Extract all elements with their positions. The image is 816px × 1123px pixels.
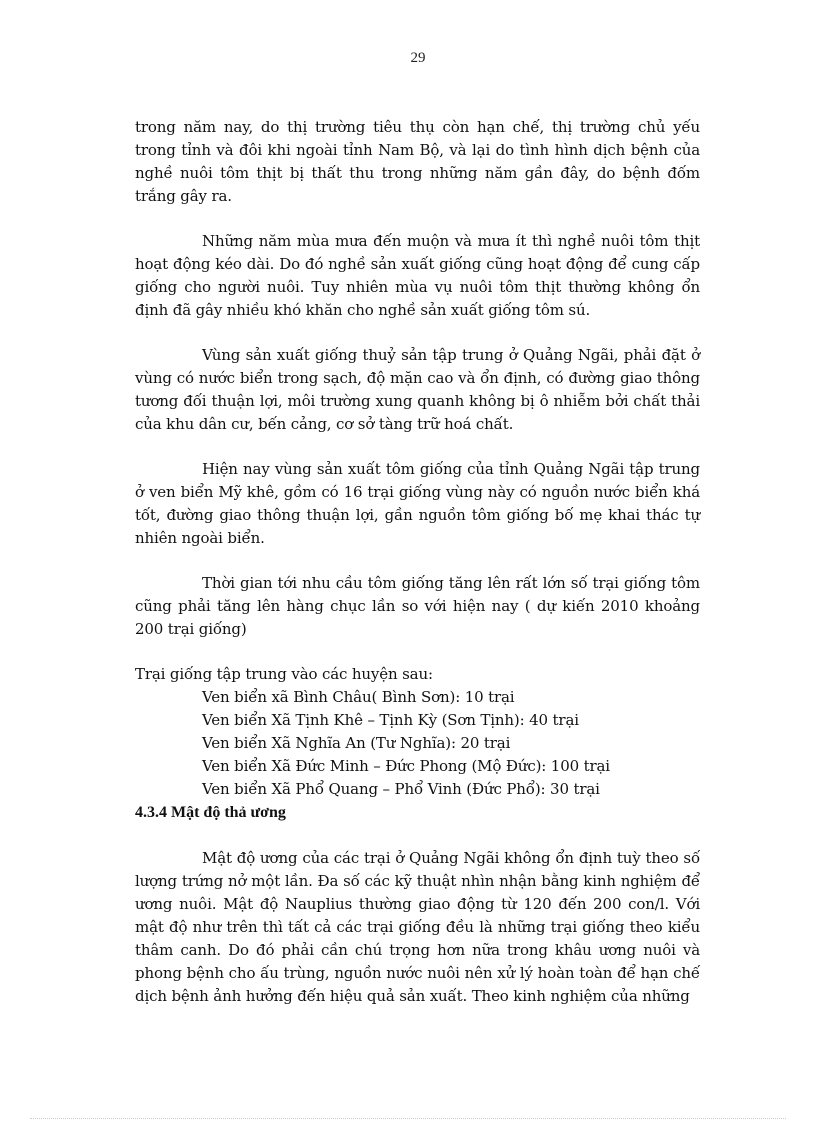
hatchery-list-intro: Trại giống tập trung vào các huyện sau: [135, 665, 433, 683]
list-item: Ven biển Xã Đức Minh – Đức Phong (Mộ Đức): 100 trại [202, 757, 610, 775]
section-heading: 4.3.4 Mật độ thả ương [135, 804, 286, 821]
page-number: 29 [410, 50, 426, 66]
paragraph-current-hatcheries: Hiện nay vùng sản xuất tôm giống của tỉnh Quảng Ngãi tập trung ở ven biển Mỹ khê, gồm có 16 trại giống vùng này có nguồn nước biển khá tốt, đường giao thông thuận lợi, gần nguồn tôm giống bố mẹ khai thác tự nhiên ngoài biển. [135, 460, 700, 547]
list-item: Ven biển Xã Tịnh Khê – Tịnh Kỳ (Sơn Tịnh): 40 trại [202, 711, 579, 729]
list-item: Ven biển xã Bình Châu( Bình Sơn): 10 trại [202, 688, 515, 706]
paragraph-production-area: Vùng sản xuất giống thuỷ sản tập trung ở Quảng Ngãi, phải đặt ở vùng có nước biển trong sạch, độ mặn cao và ổn định, có đường giao thông tương đối thuận lợi, môi trường xung quanh không bị ô nhiễm bởi chất thải của khu dân cư, bến cảng, cơ sở tàng trữ hoá chất. [135, 346, 700, 433]
paragraph-stocking-density: Mật độ ương của các trại ở Quảng Ngãi không ổn định tuỳ theo số lượng trứng nở một lần. Đa số các kỹ thuật nhìn nhận bằng kinh nghiệm để ương nuôi. Mật độ Nauplius thường giao động từ 120 đến 200 con/l. Với mật độ như trên thì tất cả các trại giống đều là những trại giống theo kiểu thâm canh. Do đó phải cần chú trọng hơn nữa trong khâu ương nuôi và phong bệnh cho ấu trùng, nguồn nước nuôi nên xử lý hoàn toàn để hạn chế dịch bệnh ảnh hưởng đến hiệu quả sản xuất. Theo kinh nghiệm của những [135, 849, 700, 1005]
paragraph-continuation: trong năm nay, do thị trường tiêu thụ còn hạn chế, thị trường chủ yếu trong tỉnh và đôi khi ngoài tỉnh Nam Bộ, và lại do tình hình dịch bệnh của nghề nuôi tôm thịt bị thất thu trong những năm gần đây, do bệnh đốm trắng gây ra. [135, 118, 700, 205]
paragraph-rainy-season: Những năm mùa mưa đến muộn và mưa ít thì nghề nuôi tôm thịt hoạt động kéo dài. Do đó nghề sản xuất giống cũng hoạt động để cung cấp giống cho người nuôi. Tuy nhiên mùa vụ nuôi tôm thịt thường không ổn định đã gây nhiều khó khăn cho nghề sản xuất giống tôm sú. [135, 232, 700, 319]
hatchery-list [135, 686, 700, 801]
paragraph-future-demand: Thời gian tới nhu cầu tôm giống tăng lên rất lớn số trại giống tôm cũng phải tăng lên hàng chục lần so với hiện nay ( dự kiến 2010 khoảng 200 trại giống) [135, 574, 700, 638]
list-item: Ven biển Xã Phổ Quang – Phổ Vinh (Đức Phổ): 30 trại [202, 780, 600, 798]
document-body [135, 116, 700, 1030]
footer-divider [30, 1118, 786, 1119]
list-item: Ven biển Xã Nghĩa An (Tư Nghĩa): 20 trại [202, 734, 511, 752]
